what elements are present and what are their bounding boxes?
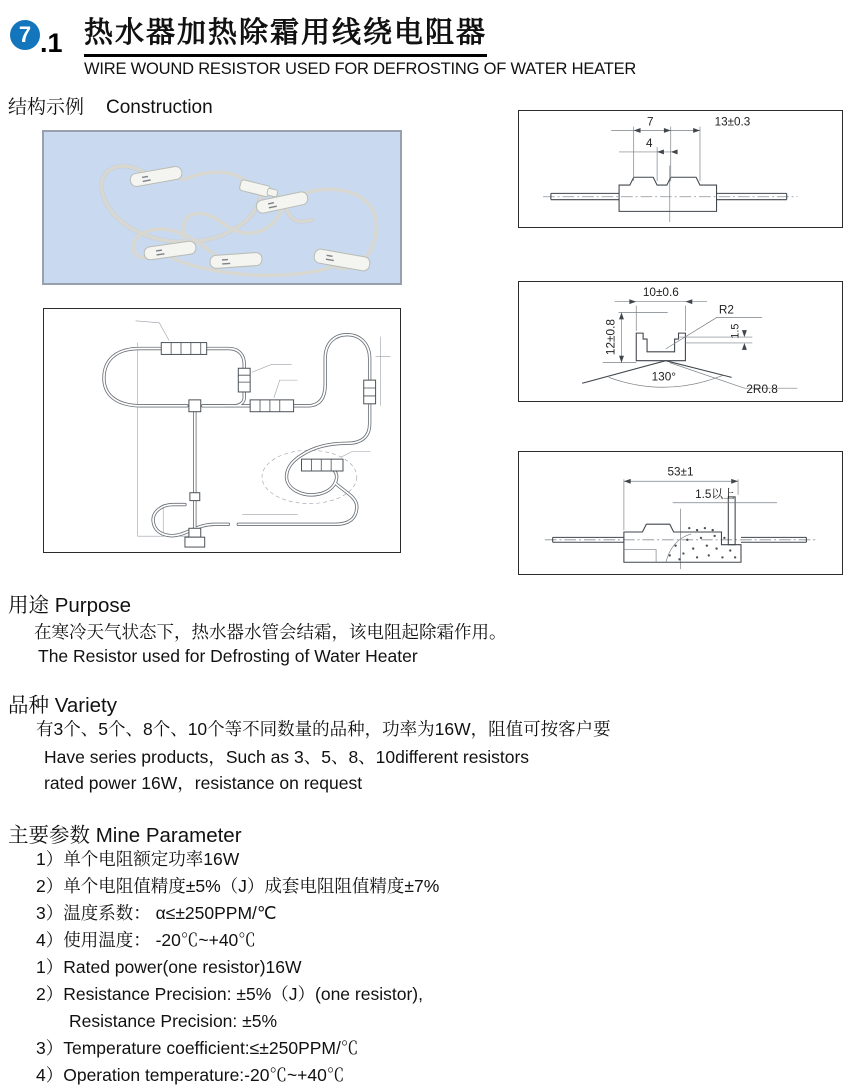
construction-heading-zh: 结构示例 xyxy=(8,97,85,118)
parameter-item: 2）Resistance Precision: ±5%（J）(one resistor), xyxy=(36,984,423,1004)
dim-label: 53±1 xyxy=(667,465,694,479)
product-photo-image xyxy=(44,132,400,283)
page-title: 热水器加热除霜用线绕电阻器 xyxy=(84,10,487,57)
dim-label: 1.5 xyxy=(729,323,742,339)
dimension-drawing-side-view xyxy=(518,110,843,228)
section-suffix: .1 xyxy=(40,28,63,58)
section-number: 7 xyxy=(18,22,32,47)
dim-label: 7 xyxy=(647,115,654,129)
assembly-drawing-frame xyxy=(43,308,401,553)
variety-text-en-2: rated power 16W，resistance on request xyxy=(44,773,363,793)
resistor-block xyxy=(364,380,376,404)
parameter-item-continuation: Resistance Precision: ±5% xyxy=(69,1011,278,1031)
variety-heading: 品种 Variety xyxy=(8,694,117,717)
dimension-drawing-assembly xyxy=(518,451,843,575)
variety-text-en-1: Have series products，Such as 3、5、8、10different resistors xyxy=(44,747,530,767)
construction-heading xyxy=(8,92,213,119)
purpose-text-zh: 在寒冷天气状态下，热水器水管会结霜，该电阻起除霜作用。 xyxy=(34,622,507,642)
parameter-item: 3）温度系数： α≤±250PPM/℃ xyxy=(36,903,277,923)
product-photo xyxy=(42,130,402,285)
dim-label: 4 xyxy=(646,137,653,151)
dim-label: 13±0.3 xyxy=(714,115,751,129)
page-title-block xyxy=(84,10,636,79)
resistor-block xyxy=(161,343,206,355)
parameter-item: 4）使用温度： -20℃~+40℃ xyxy=(36,930,256,950)
parameters-list xyxy=(36,846,439,1089)
dim-label: 1.5以上 xyxy=(695,487,735,501)
parameter-item: 1）单个电阻额定功率16W xyxy=(36,849,240,869)
resistor-capsule xyxy=(210,252,263,269)
dim-label: 2R0.8 xyxy=(746,382,778,397)
resistor-capsule xyxy=(143,240,196,260)
resistor-block xyxy=(238,368,250,392)
section-header xyxy=(10,20,63,59)
dim-label: 10±0.6 xyxy=(642,284,679,299)
purpose-heading: 用途 Purpose xyxy=(8,594,132,617)
diagram-wires xyxy=(104,335,370,536)
assembly-view-svg xyxy=(519,452,841,573)
construction-heading-en: Construction xyxy=(106,97,213,118)
wire-clip xyxy=(190,493,200,501)
wiring-diagram xyxy=(44,309,399,551)
dimension-drawing-cross-section xyxy=(518,281,843,402)
resistor-block xyxy=(250,400,293,412)
section-number-badge xyxy=(10,20,40,50)
resistor-block xyxy=(302,459,343,471)
dim-label: 12±0.8 xyxy=(603,319,618,356)
wire-clip xyxy=(189,400,201,412)
parameter-item: 1）Rated power(one resistor)16W xyxy=(36,957,302,977)
dim-label: R2 xyxy=(718,302,734,317)
parameter-item: 3）Temperature coefficient:≤±250PPM/℃ xyxy=(36,1038,359,1058)
page-subtitle: WIRE WOUND RESISTOR USED FOR DEFROSTING OF WATER HEATER xyxy=(84,60,637,78)
parameter-item: 4）Operation temperature:-20℃~+40℃ xyxy=(36,1065,345,1085)
side-view-svg xyxy=(519,111,841,226)
dim-label: 130° xyxy=(651,369,676,384)
parameters-heading: 主要参数 Mine Parameter xyxy=(8,824,242,847)
purpose-text-en: The Resistor used for Defrosting of Water Heater xyxy=(38,646,418,666)
variety-text-zh: 有3个、5个、8个、10个等不同数量的品种，功率为16W，阻值可按客户要 xyxy=(36,719,611,739)
cross-section-svg xyxy=(519,282,841,400)
parameter-item: 2）单个电阻值精度±5%（J）成套电阻阻值精度±7% xyxy=(36,876,440,896)
